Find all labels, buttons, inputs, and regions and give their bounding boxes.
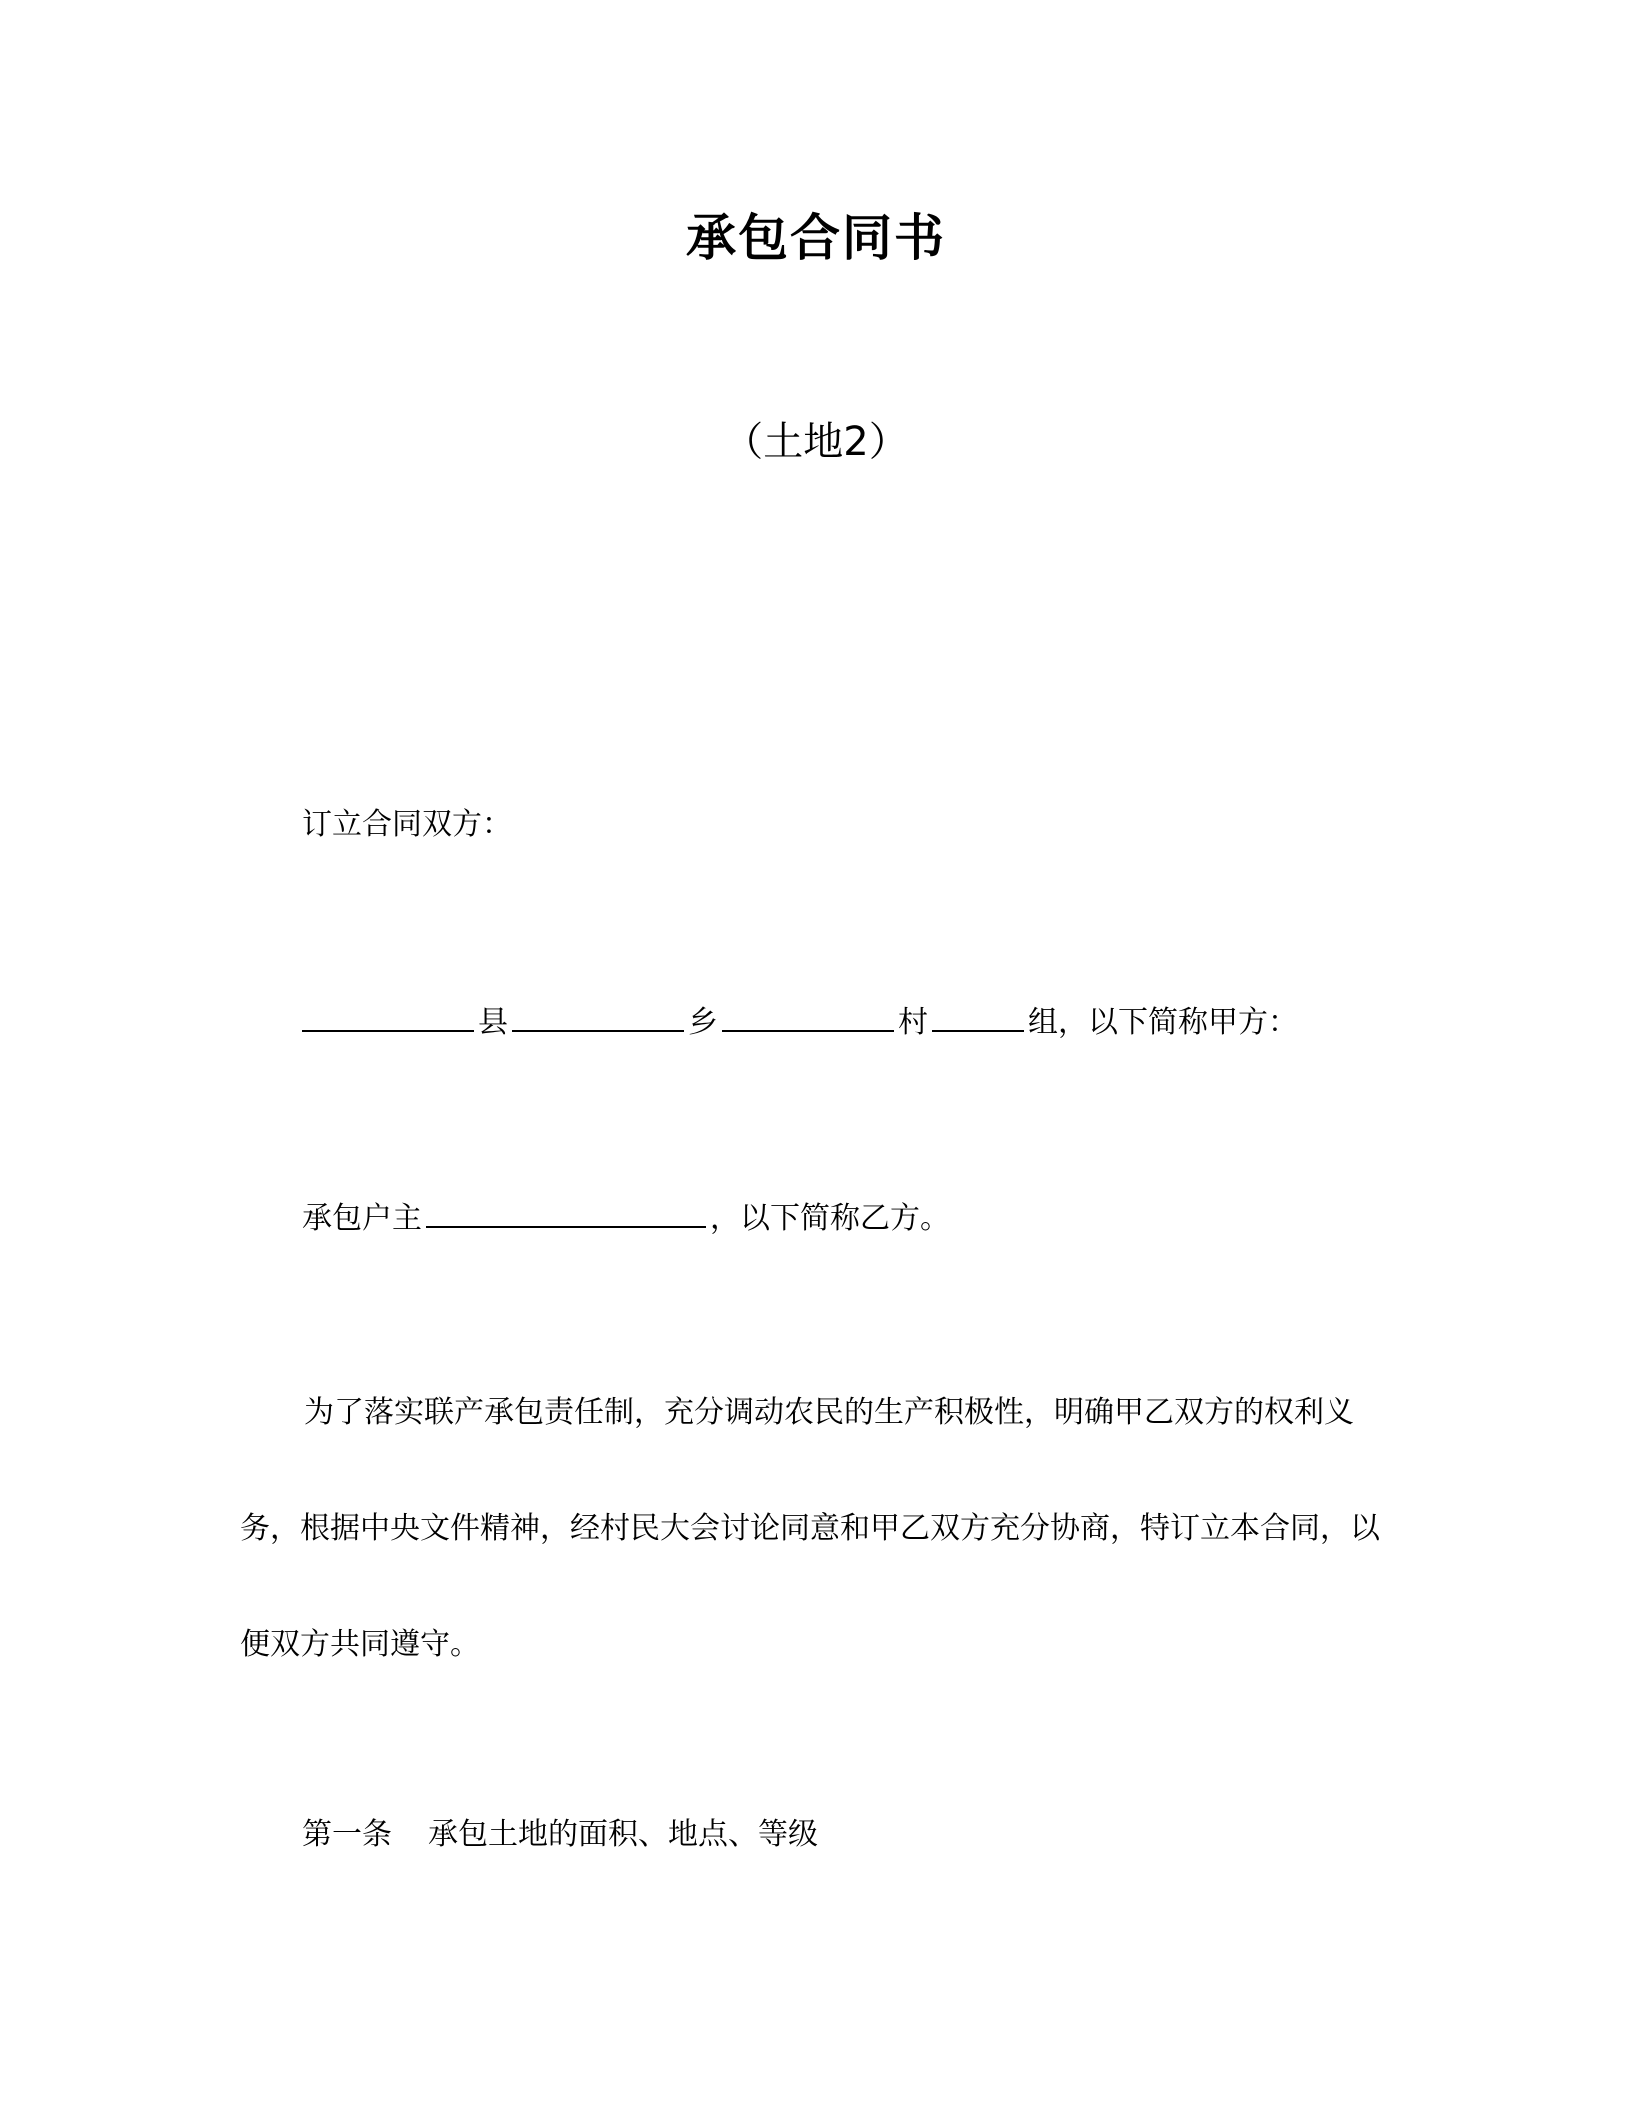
group-suffix: 组，以下简称甲方： — [1028, 1005, 1298, 1040]
township-label: 乡 — [688, 1005, 718, 1040]
preamble-paragraph — [240, 1355, 1390, 1703]
village-label: 村 — [898, 1005, 928, 1040]
party-b-prefix: 承包户主 — [302, 1201, 422, 1236]
county-label: 县 — [478, 1005, 508, 1040]
group-blank[interactable] — [932, 1000, 1024, 1032]
article-1-title: 承包土地的面积、地点、等级 — [428, 1817, 818, 1852]
preamble-text: 为了落实联产承包责任制，充分调动农民的生产积极性，明确甲乙双方的权利义务，根据中央文件精神，经村民大会讨论同意和甲乙双方充分协商，特订立本合同，以便双方共同遵守。 — [240, 1395, 1380, 1662]
page-title: 承包合同书 — [686, 209, 946, 267]
household-head-blank[interactable] — [426, 1196, 706, 1228]
article-1-heading — [302, 1815, 818, 1855]
parties-heading: 订立合同双方： — [302, 807, 512, 842]
county-blank[interactable] — [302, 1000, 474, 1032]
page-subtitle: （土地2） — [723, 419, 909, 465]
village-blank[interactable] — [722, 1000, 894, 1032]
party-a-line — [302, 1000, 1298, 1043]
party-b-suffix: ，以下简称乙方。 — [710, 1201, 950, 1236]
party-b-line — [302, 1196, 950, 1239]
article-1-number: 第一条 — [302, 1817, 392, 1852]
township-blank[interactable] — [512, 1000, 684, 1032]
